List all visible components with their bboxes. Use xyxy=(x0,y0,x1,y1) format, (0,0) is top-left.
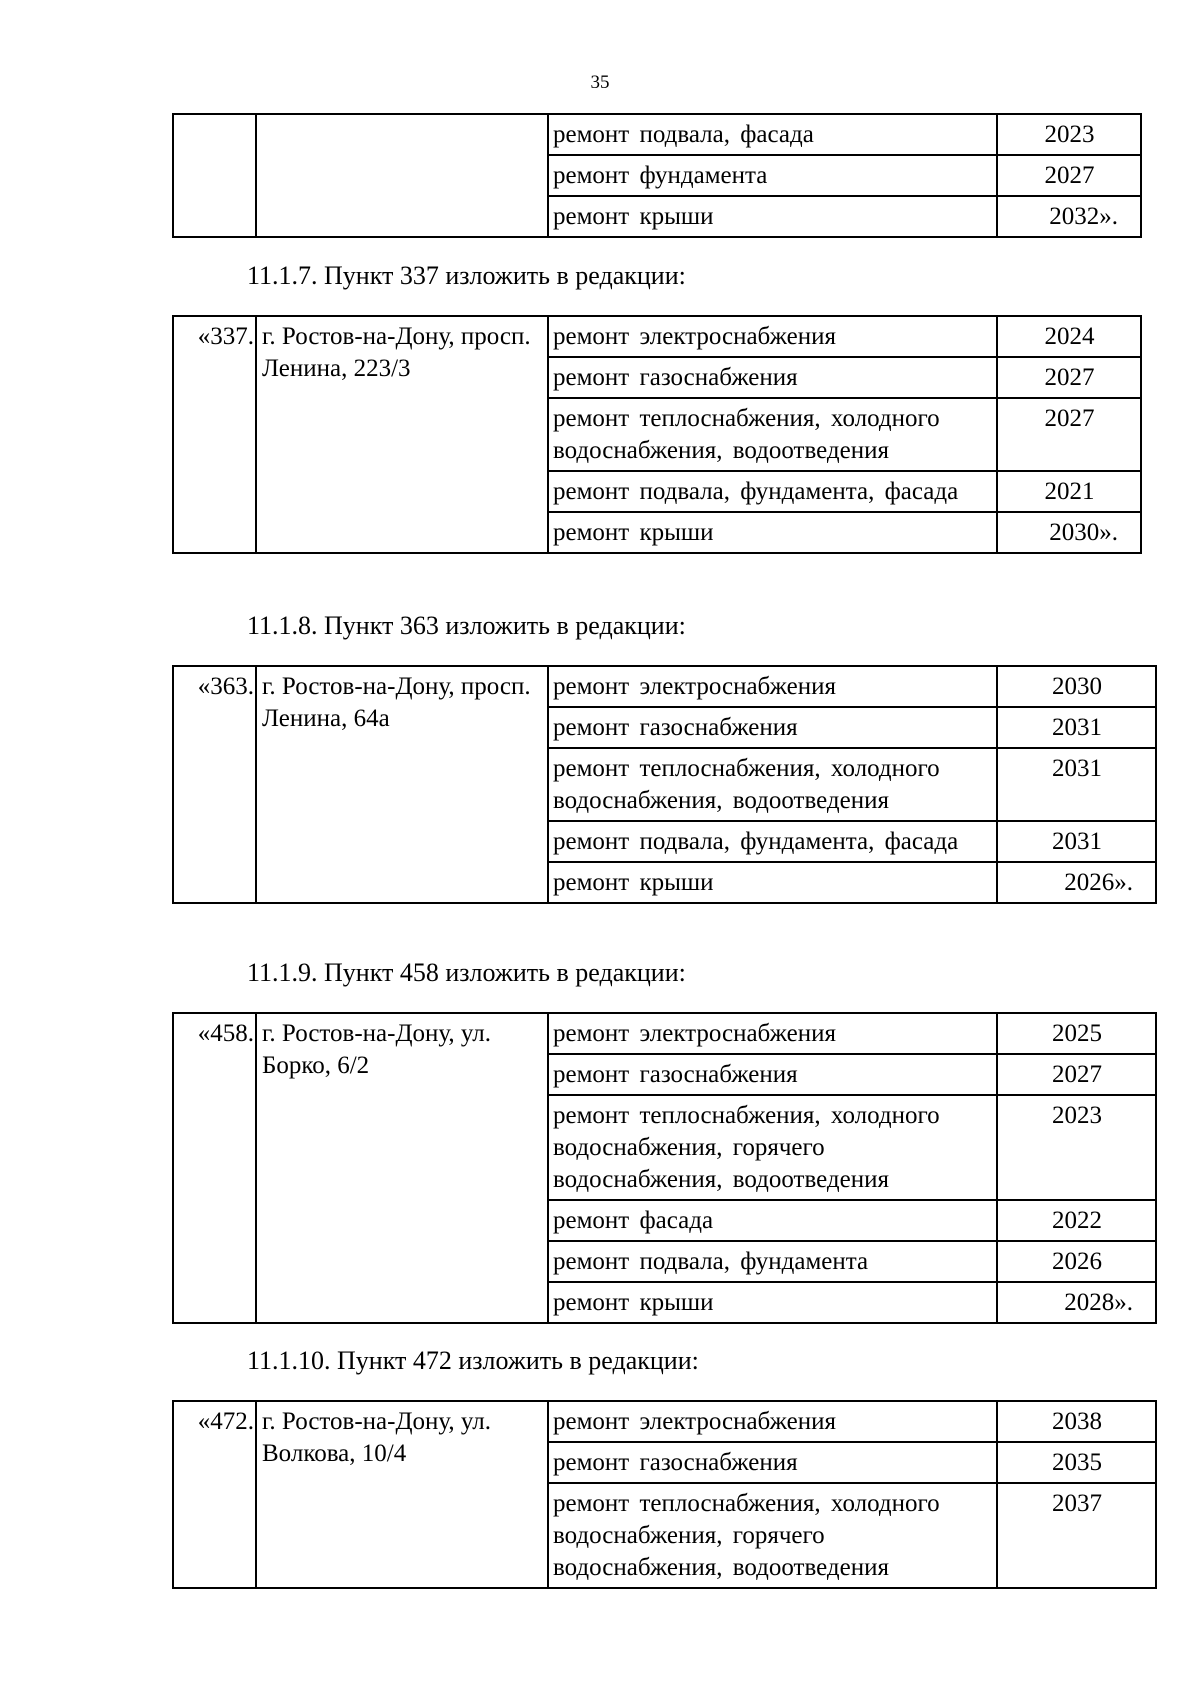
year-cell: 2026 xyxy=(997,1241,1156,1282)
item-number-cell: «363. xyxy=(173,666,256,903)
work-cell: ремонт подвала, фасада xyxy=(548,114,997,155)
work-cell: ремонт фасада xyxy=(548,1200,997,1241)
section-heading: 11.1.7. Пункт 337 изложить в редакции: xyxy=(247,261,686,290)
work-cell: ремонт подвала, фундамента, фасада xyxy=(548,821,997,862)
year-cell: 2035 xyxy=(997,1442,1156,1483)
year-cell: 2031 xyxy=(997,748,1156,821)
continuation-table xyxy=(172,113,1142,238)
year-cell: 2024 xyxy=(997,316,1141,357)
address-cell: г. Ростов-на-Дону, просп. Ленина, 64а xyxy=(256,666,548,903)
work-cell: ремонт электроснабжения xyxy=(548,316,997,357)
amendment-table xyxy=(172,1400,1157,1589)
address-cell: г. Ростов-на-Дону, ул. Волкова, 10/4 xyxy=(256,1401,548,1588)
year-cell: 2027 xyxy=(997,1054,1156,1095)
work-cell: ремонт электроснабжения xyxy=(548,1013,997,1054)
amendment-table xyxy=(172,1012,1157,1324)
work-cell: ремонт крыши xyxy=(548,1282,997,1323)
year-cell: 2031 xyxy=(997,707,1156,748)
work-cell: ремонт крыши xyxy=(548,512,997,553)
table-row xyxy=(173,1401,1156,1442)
year-cell: 2021 xyxy=(997,471,1141,512)
section-heading: 11.1.8. Пункт 363 изложить в редакции: xyxy=(247,611,686,640)
item-number-cell xyxy=(173,114,256,237)
year-cell: 2028». xyxy=(997,1282,1156,1323)
year-cell: 2023 xyxy=(997,114,1141,155)
work-cell: ремонт крыши xyxy=(548,862,997,903)
work-cell: ремонт электроснабжения xyxy=(548,1401,997,1442)
year-cell: 2027 xyxy=(997,155,1141,196)
table-row xyxy=(173,114,1141,155)
work-cell: ремонт теплоснабжения, холодного водоснабжения, водоотведения xyxy=(548,748,997,821)
year-cell: 2023 xyxy=(997,1095,1156,1200)
year-cell: 2022 xyxy=(997,1200,1156,1241)
work-cell: ремонт теплоснабжения, холодного водоснабжения, горячего водоснабжения, водоотведения xyxy=(548,1095,997,1200)
page-number: 35 xyxy=(590,72,610,93)
table-row xyxy=(173,316,1141,357)
work-cell: ремонт теплоснабжения, холодного водоснабжения, горячего водоснабжения, водоотведения xyxy=(548,1483,997,1588)
year-cell: 2027 xyxy=(997,398,1141,471)
table-row xyxy=(173,1013,1156,1054)
year-cell: 2027 xyxy=(997,357,1141,398)
year-cell: 2037 xyxy=(997,1483,1156,1588)
item-number-cell: «472. xyxy=(173,1401,256,1588)
amendment-table xyxy=(172,665,1157,904)
section-heading: 11.1.9. Пункт 458 изложить в редакции: xyxy=(247,958,686,987)
amendment-table xyxy=(172,315,1142,554)
address-cell: г. Ростов-на-Дону, ул. Борко, 6/2 xyxy=(256,1013,548,1323)
work-cell: ремонт газоснабжения xyxy=(548,1054,997,1095)
work-cell: ремонт электроснабжения xyxy=(548,666,997,707)
year-cell: 2038 xyxy=(997,1401,1156,1442)
work-cell: ремонт подвала, фундамента xyxy=(548,1241,997,1282)
year-cell: 2030 xyxy=(997,666,1156,707)
year-cell: 2026». xyxy=(997,862,1156,903)
year-cell: 2032». xyxy=(997,196,1141,237)
item-number-cell: «458. xyxy=(173,1013,256,1323)
address-cell xyxy=(256,114,548,237)
year-cell: 2031 xyxy=(997,821,1156,862)
work-cell: ремонт крыши xyxy=(548,196,997,237)
year-cell: 2025 xyxy=(997,1013,1156,1054)
work-cell: ремонт теплоснабжения, холодного водоснабжения, водоотведения xyxy=(548,398,997,471)
work-cell: ремонт газоснабжения xyxy=(548,1442,997,1483)
work-cell: ремонт подвала, фундамента, фасада xyxy=(548,471,997,512)
work-cell: ремонт газоснабжения xyxy=(548,707,997,748)
section-heading: 11.1.10. Пункт 472 изложить в редакции: xyxy=(247,1346,699,1375)
work-cell: ремонт фундамента xyxy=(548,155,997,196)
year-cell: 2030». xyxy=(997,512,1141,553)
address-cell: г. Ростов-на-Дону, просп. Ленина, 223/3 xyxy=(256,316,548,553)
work-cell: ремонт газоснабжения xyxy=(548,357,997,398)
item-number-cell: «337. xyxy=(173,316,256,553)
table-row xyxy=(173,666,1156,707)
